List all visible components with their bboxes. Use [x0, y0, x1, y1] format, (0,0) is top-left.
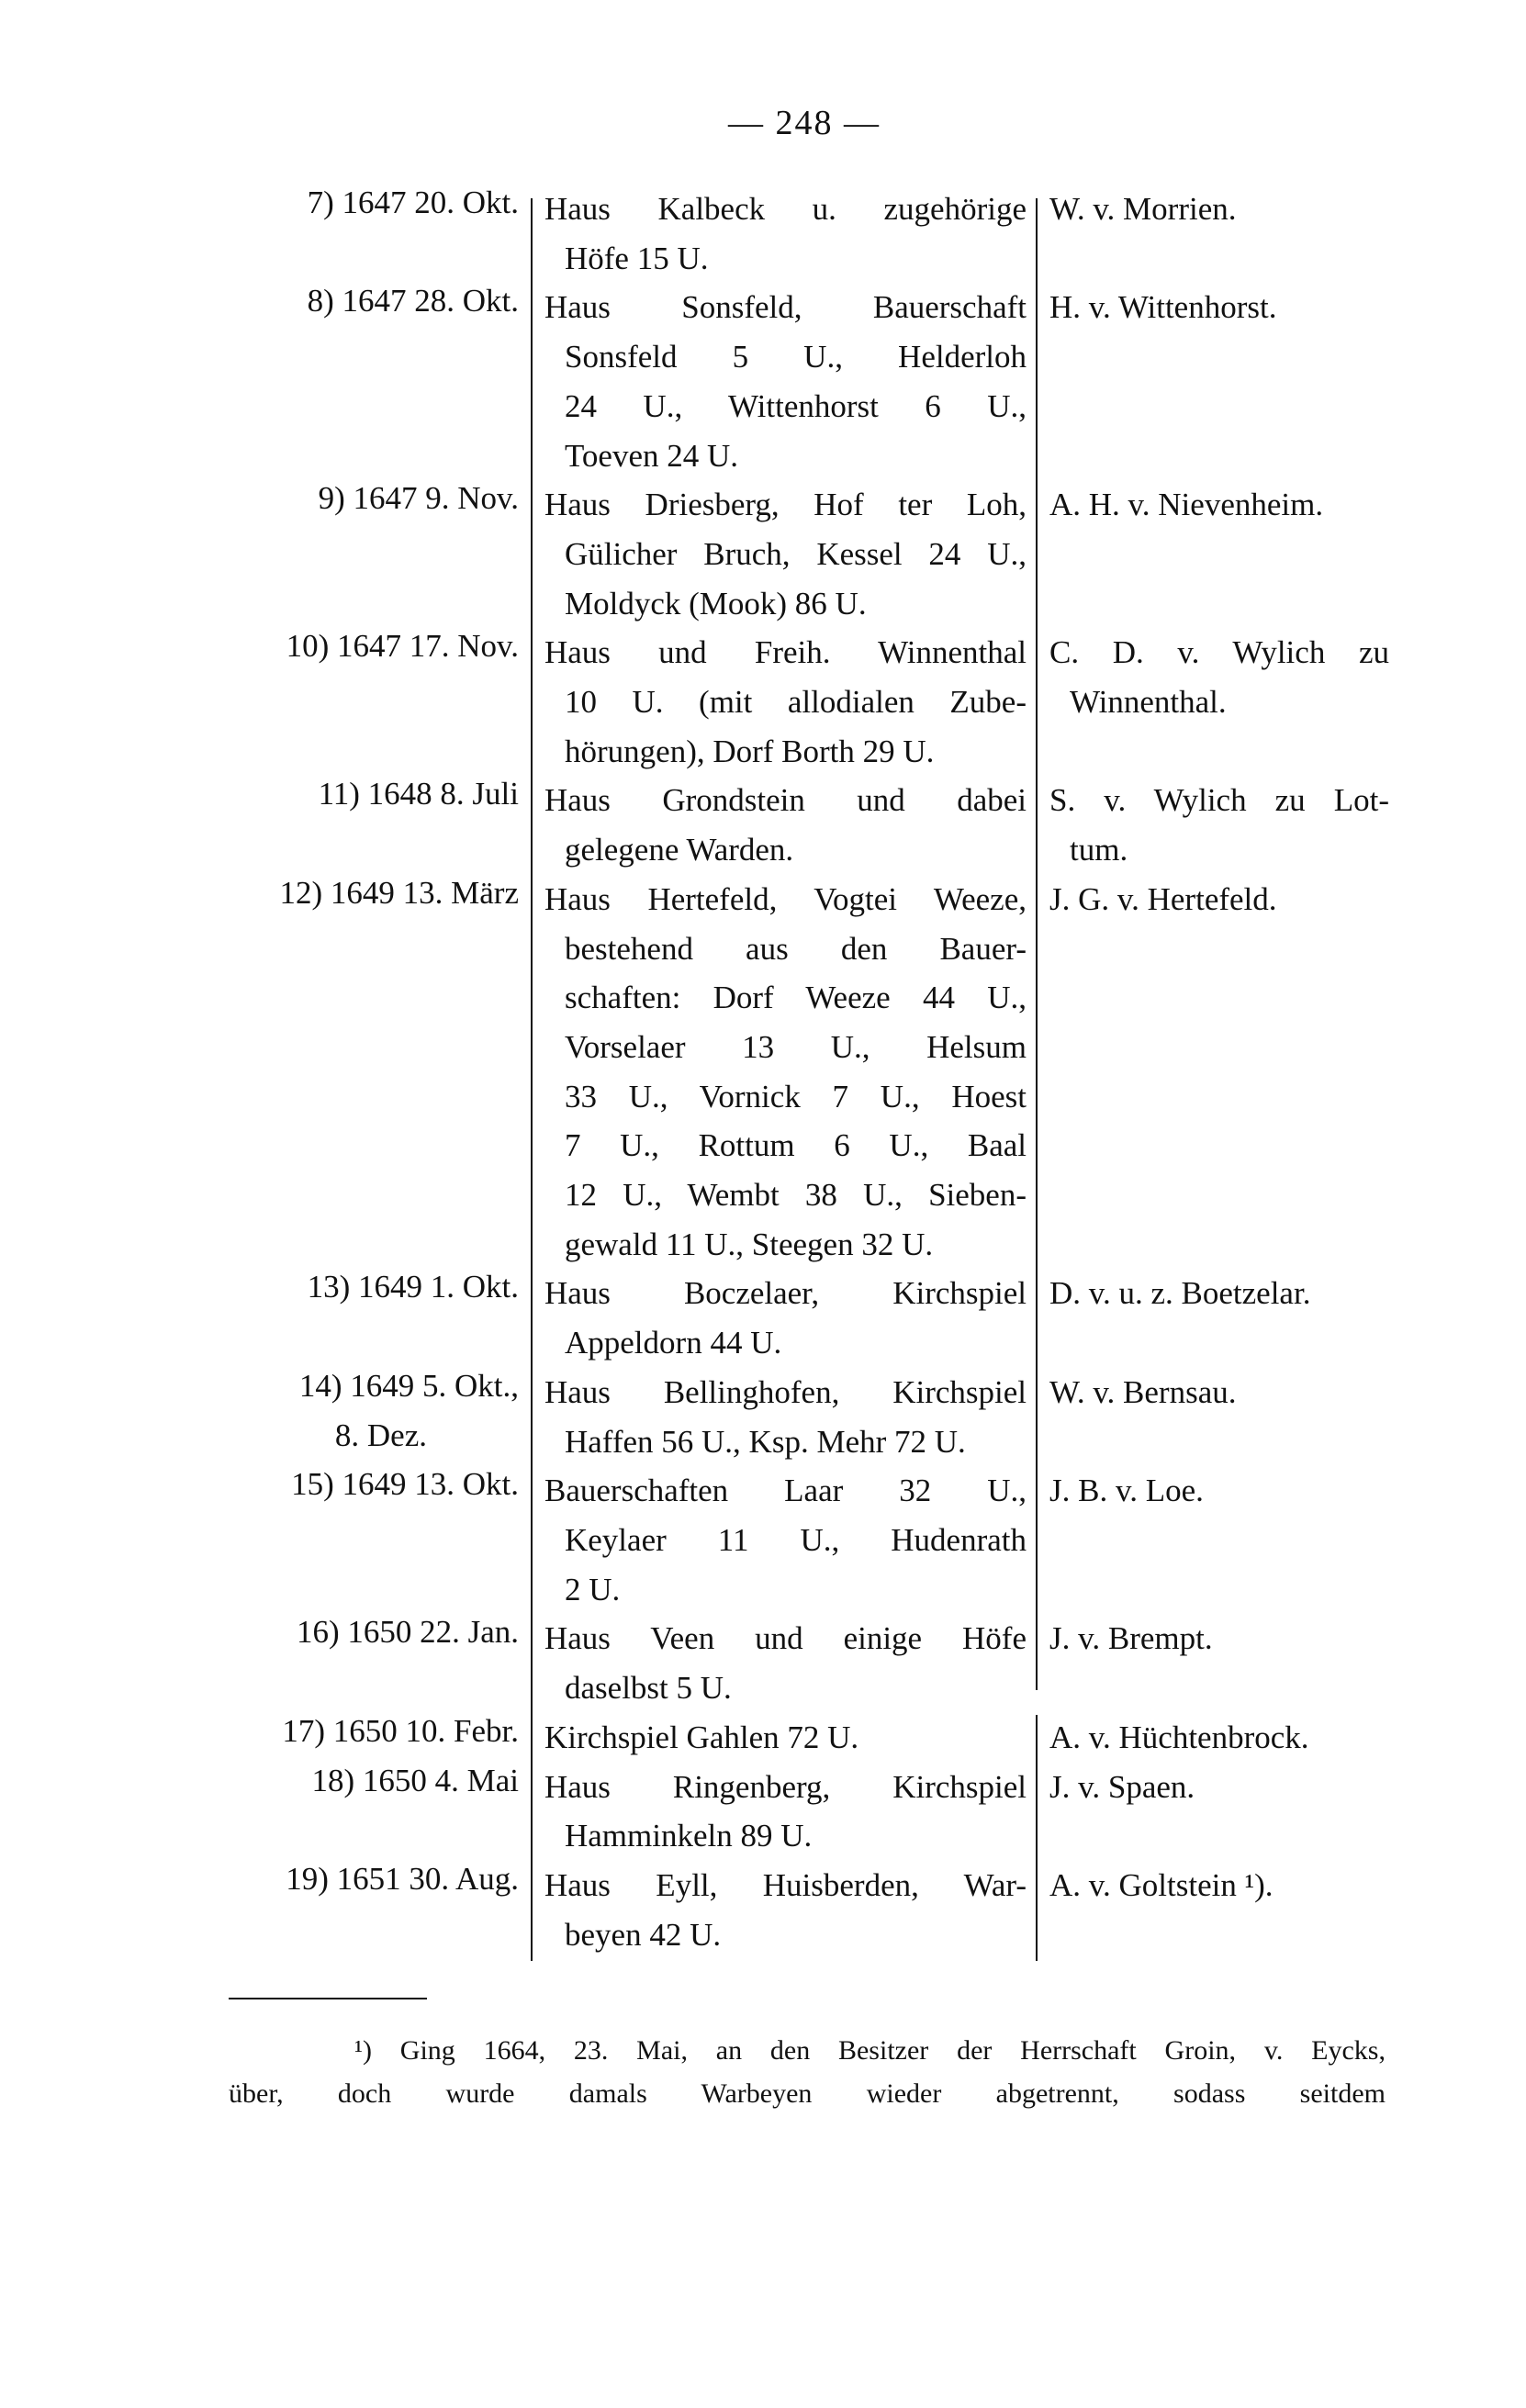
- page-number: — 248 —: [728, 104, 881, 142]
- entry-property-line: Gülicher Bruch, Kessel 24 U.,: [565, 535, 1027, 572]
- entry-property-line: Haus und Freih. Winnenthal: [544, 634, 1027, 671]
- entry-holder-line: J. v. Spaen.: [1049, 1768, 1195, 1805]
- entry-holder: [1049, 1614, 1389, 1712]
- entry-property-line: Toeven 24 U.: [565, 437, 739, 474]
- footnote-line-1: ¹) Ging 1664, 23. Mai, an den Besitzer der Herrschaft Groin, v. Eycks,: [354, 2035, 1386, 2066]
- entry-property: [544, 283, 1027, 480]
- table-row: [220, 283, 1405, 480]
- entry-holder-line: H. v. Wittenhorst.: [1049, 289, 1277, 326]
- entry-property: [544, 1861, 1027, 1959]
- entry-holder-line: A. H. v. Nievenheim.: [1049, 487, 1324, 523]
- table-row: [220, 1763, 1405, 1861]
- entry-holder: [1049, 1368, 1389, 1466]
- entry-date-line: 17) 1650 10. Febr.: [282, 1712, 519, 1749]
- entry-holder: [1049, 185, 1389, 283]
- entry-property-line: Haus Boczelaer, Kirchspiel: [544, 1275, 1027, 1312]
- entry-holder: [1049, 1861, 1389, 1959]
- entry-holder-line: J. B. v. Loe.: [1049, 1473, 1204, 1509]
- entry-holder-line: J. G. v. Hertefeld.: [1049, 880, 1277, 917]
- entry-property-line: 24 U., Wittenhorst 6 U.,: [565, 387, 1027, 424]
- entry-property-line: schaften: Dorf Weeze 44 U.,: [565, 980, 1027, 1016]
- entry-date: [220, 1707, 519, 1763]
- entry-holder: [1049, 628, 1389, 776]
- entry-property: [544, 1368, 1027, 1466]
- entry-property: [544, 1713, 1027, 1763]
- entry-holder: [1049, 875, 1389, 1270]
- table-row: [220, 1614, 1405, 1712]
- entry-property-line: gewald 11 U., Steegen 32 U.: [565, 1226, 934, 1262]
- table-row: [220, 1861, 1405, 1959]
- entry-property-line: Haus Eyll, Huisberden, War-: [544, 1866, 1027, 1903]
- table-row: [220, 480, 1405, 628]
- grant-table: [220, 185, 1405, 1959]
- entry-date-line: 11) 1648 8. Juli: [318, 776, 519, 812]
- entry-property-line: hörungen), Dorf Borth 29 U.: [565, 733, 935, 769]
- entry-date-line: 14) 1649 5. Okt.,: [298, 1367, 519, 1404]
- column-divider-right: [1036, 198, 1038, 1690]
- table-row: [220, 776, 1405, 874]
- entry-property: [544, 1763, 1027, 1861]
- entry-date: [220, 868, 519, 1270]
- entry-holder-line: tum.: [1070, 832, 1128, 868]
- entry-property-line: 10 U. (mit allodialen Zube-: [565, 684, 1027, 721]
- entry-property-line: 7 U., Rottum 6 U., Baal: [565, 1127, 1027, 1164]
- footnote-line-2: über, doch wurde damals Warbeyen wieder abgetrennt, sodass seitdem: [229, 2078, 1386, 2109]
- entry-holder-line: S. v. Wylich zu Lot-: [1049, 782, 1389, 819]
- entry-holder: [1049, 1269, 1389, 1367]
- entry-holder: [1049, 1763, 1389, 1861]
- entry-property-line: Appeldorn 44 U.: [565, 1325, 782, 1361]
- entry-property-line: 2 U.: [565, 1571, 621, 1607]
- entry-property: [544, 776, 1027, 874]
- entry-date: [220, 474, 519, 628]
- entry-date: [220, 178, 519, 283]
- entry-date: [220, 769, 519, 874]
- entry-date-line: 9) 1647 9. Nov.: [318, 480, 519, 517]
- entry-holder: [1049, 776, 1389, 874]
- entry-date: [220, 276, 519, 480]
- entry-date-line: 8) 1647 28. Okt.: [307, 283, 519, 319]
- entry-property-line: Bauerschaften Laar 32 U.,: [544, 1473, 1027, 1509]
- entry-property-line: Haus Sonsfeld, Bauerschaft: [544, 289, 1027, 326]
- column-divider-right-lower: [1036, 1715, 1038, 1961]
- entry-date: [220, 622, 519, 776]
- entry-property-line: Haus Hertefeld, Vogtei Weeze,: [544, 880, 1027, 917]
- entry-holder-line: C. D. v. Wylich zu: [1049, 634, 1389, 671]
- entry-property-line: 33 U., Vornick 7 U., Hoest: [565, 1078, 1027, 1114]
- entry-property: [544, 185, 1027, 283]
- entry-date: [220, 1854, 519, 1959]
- entry-date: [220, 1607, 519, 1712]
- entry-property-line: Haus Kalbeck u. zugehörige: [544, 191, 1027, 227]
- entry-property-line: Haus Driesberg, Hof ter Loh,: [544, 487, 1027, 523]
- table-row: [220, 875, 1405, 1270]
- entry-holder-line: Winnenthal.: [1070, 684, 1227, 721]
- entry-holder-line: W. v. Morrien.: [1049, 191, 1237, 227]
- entry-holder-line: D. v. u. z. Boetzelar.: [1049, 1275, 1311, 1312]
- entry-property-line: Hamminkeln 89 U.: [565, 1818, 813, 1854]
- entry-property: [544, 628, 1027, 776]
- table-row: [220, 628, 1405, 776]
- entry-date-line: 13) 1649 1. Okt.: [307, 1269, 519, 1305]
- entry-date-line: 18) 1650 4. Mai: [311, 1762, 519, 1798]
- entry-property-line: Sonsfeld 5 U., Helderloh: [565, 339, 1027, 375]
- entry-date: [220, 1262, 519, 1367]
- entry-date-line: 15) 1649 13. Okt.: [291, 1466, 519, 1503]
- entry-property-line: Haus Grondstein und dabei: [544, 782, 1027, 819]
- entry-date: [220, 1460, 519, 1614]
- entry-date-line: 19) 1651 30. Aug.: [286, 1860, 519, 1897]
- table-row: [220, 1713, 1405, 1763]
- entry-date-line: 10) 1647 17. Nov.: [286, 628, 519, 665]
- entry-property: [544, 875, 1027, 1270]
- entry-property-line: Haus Veen und einige Höfe: [544, 1620, 1027, 1657]
- entry-property-line: bestehend aus den Bauer-: [565, 930, 1027, 967]
- entry-holder: [1049, 1713, 1389, 1763]
- entry-property-line: beyen 42 U.: [565, 1916, 722, 1953]
- entry-date: [220, 1756, 519, 1861]
- entry-holder-line: W. v. Bernsau.: [1049, 1373, 1237, 1410]
- entry-property-line: gelegene Warden.: [565, 832, 794, 868]
- entry-holder: [1049, 1466, 1389, 1614]
- entry-date-line: 8. Dez.: [334, 1417, 427, 1453]
- entry-property-line: Kirchspiel Gahlen 72 U.: [544, 1719, 859, 1755]
- entry-property: [544, 1614, 1027, 1712]
- entry-holder: [1049, 480, 1389, 628]
- entry-holder-line: J. v. Brempt.: [1049, 1620, 1213, 1657]
- entry-property-line: Höfe 15 U.: [565, 240, 709, 276]
- entry-holder-line: A. v. Goltstein ¹).: [1049, 1866, 1274, 1903]
- table-row: [220, 1269, 1405, 1367]
- entry-property-line: Haffen 56 U., Ksp. Mehr 72 U.: [565, 1423, 966, 1460]
- entry-date-line: 12) 1649 13. März: [279, 874, 519, 911]
- entry-property-line: Vorselaer 13 U., Helsum: [565, 1028, 1027, 1065]
- entry-property-line: Haus Bellinghofen, Kirchspiel: [544, 1373, 1027, 1410]
- entry-date-line: 7) 1647 20. Okt.: [307, 185, 519, 220]
- entry-property: [544, 480, 1027, 628]
- entry-property: [544, 1466, 1027, 1614]
- entry-property-line: Haus Ringenberg, Kirchspiel: [544, 1768, 1027, 1805]
- table-row: [220, 1368, 1405, 1466]
- table-row: [220, 1466, 1405, 1614]
- column-divider-left: [531, 198, 533, 1961]
- entry-date: [220, 1361, 519, 1466]
- entry-property-line: Moldyck (Mook) 86 U.: [565, 585, 867, 622]
- entry-property-line: Keylaer 11 U., Hudenrath: [565, 1521, 1027, 1558]
- entry-holder-line: A. v. Hüchtenbrock.: [1049, 1719, 1309, 1755]
- entry-property-line: 12 U., Wembt 38 U., Sieben-: [565, 1177, 1027, 1214]
- entry-property: [544, 1269, 1027, 1367]
- entry-property-line: daselbst 5 U.: [565, 1670, 732, 1707]
- footnote-rule: [229, 1998, 427, 1999]
- entry-holder: [1049, 283, 1389, 480]
- entry-date-line: 16) 1650 22. Jan.: [296, 1614, 519, 1651]
- table-row: [220, 185, 1405, 283]
